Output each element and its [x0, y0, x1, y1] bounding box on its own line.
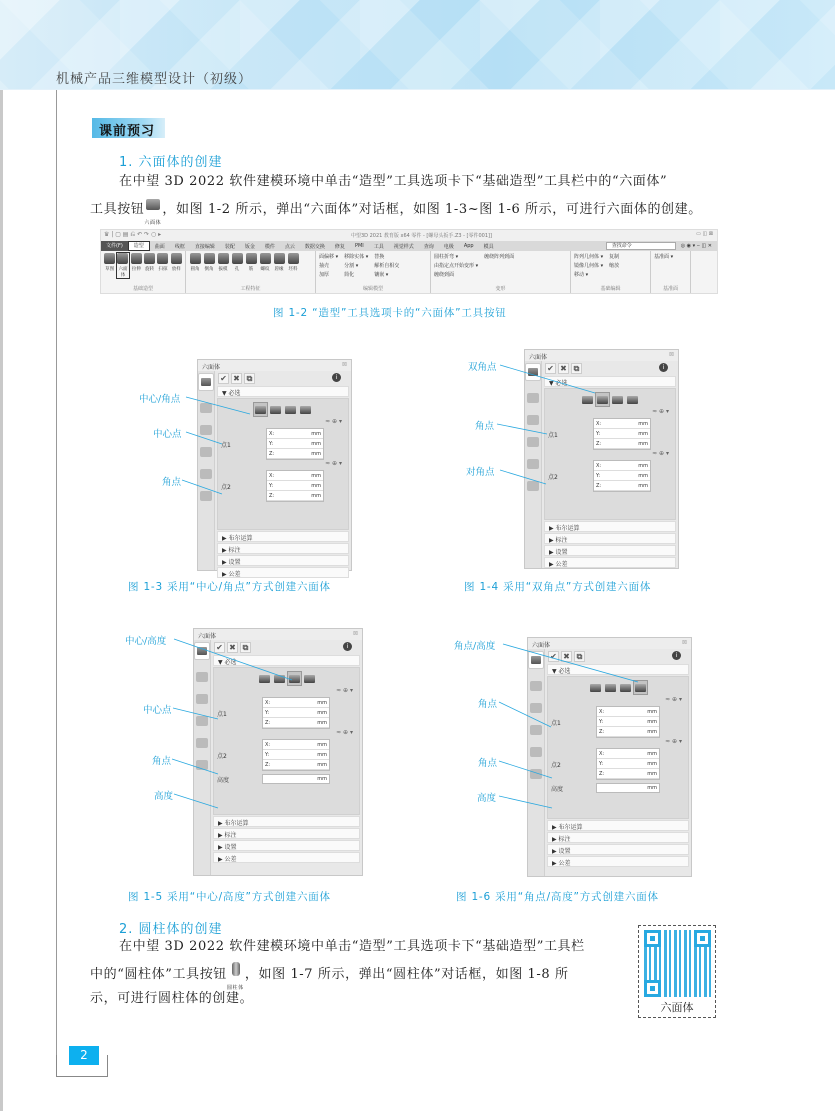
qr-finder: [644, 930, 661, 947]
y-field[interactable]: Y: mm: [269, 483, 321, 489]
extrude-button[interactable]: 拉伸: [131, 253, 142, 278]
section-tag: 课前预习: [92, 118, 165, 138]
center-height-option[interactable]: [619, 681, 632, 694]
tab-sheet-metal[interactable]: 钣金: [244, 243, 255, 250]
corner-height-option[interactable]: [303, 672, 316, 685]
callout-label: 角点: [475, 421, 495, 432]
tab-inquire[interactable]: 查询: [423, 243, 434, 250]
deform-from-point-button[interactable]: 由指定点开始变形 ▾: [434, 263, 479, 269]
two-corners-option[interactable]: [604, 681, 617, 694]
dialog-title-bar: 六面体 ⊠: [525, 350, 678, 361]
annotation-section[interactable]: ▶ 标注: [544, 533, 676, 544]
hexahedron-dialog: [524, 349, 679, 569]
y-field[interactable]: Y: mm: [596, 431, 648, 437]
view-icon[interactable]: [196, 716, 208, 726]
cancel-button[interactable]: ✖: [227, 642, 238, 653]
hole-button[interactable]: 孔: [231, 253, 243, 272]
point2-label: 点2: [548, 473, 558, 481]
thread-button[interactable]: 螺纹: [259, 253, 271, 272]
history-icon[interactable]: [200, 403, 212, 413]
z-field[interactable]: Z: mm: [599, 771, 657, 777]
required-panel: [544, 388, 676, 520]
dialog-sidebar: [525, 361, 542, 568]
cancel-button[interactable]: ✖: [558, 363, 569, 374]
margin-rule: [56, 90, 57, 1070]
figure-caption: 图 1-4 采用“双角点”方式创建六面体: [464, 581, 652, 593]
info-icon[interactable]: i: [343, 642, 352, 651]
point1-label: 点1: [548, 431, 558, 439]
y-field[interactable]: Y: mm: [596, 473, 648, 479]
callout-label: 角点: [478, 699, 498, 710]
page-edge-shadow: [0, 0, 3, 1111]
z-field[interactable]: Z: mm: [269, 451, 321, 457]
hexahedron-dialog: [197, 359, 352, 578]
hexahedron-dialog: [527, 637, 692, 877]
cylinder-tool-icon: 圆柱体: [227, 964, 245, 982]
boolean-section[interactable]: ▶ 布尔运算: [217, 531, 349, 542]
text: ，如图 1-7 所示，弹出“圆柱体”对话框，如图 1-8 所: [244, 967, 569, 982]
ok-button[interactable]: ✔: [214, 642, 225, 653]
point-options[interactable]: ≈ ⊕ ▾: [325, 460, 342, 467]
y-field[interactable]: Y: mm: [599, 719, 657, 725]
x-field[interactable]: X: mm: [596, 463, 648, 469]
image-icon[interactable]: [196, 738, 208, 748]
tab-surface[interactable]: 曲面: [154, 243, 165, 250]
emboss-button[interactable]: 镶嵌 ▾: [374, 272, 389, 278]
dialog-sidebar: [198, 371, 215, 570]
x-field[interactable]: X: mm: [599, 751, 657, 757]
tab-modeling[interactable]: 造型: [128, 241, 150, 251]
height-field[interactable]: mm: [596, 783, 660, 793]
fillet-button[interactable]: 圆角: [189, 253, 201, 272]
tab-electrode[interactable]: 电极: [443, 243, 454, 250]
x-field[interactable]: X: mm: [599, 709, 657, 715]
dialog-sidebar: [194, 640, 211, 875]
required-section[interactable]: ▼ 必选: [544, 376, 676, 387]
figure-caption: 图 1-3 采用“中心/角点”方式创建六面体: [128, 581, 331, 593]
required-panel: [547, 676, 689, 819]
point2-label: 点2: [551, 761, 561, 769]
close-icon[interactable]: ⊠: [352, 630, 358, 637]
dialog-title-bar: 六面体 ⊠: [528, 638, 691, 649]
command-search-input[interactable]: 查找命令: [606, 242, 676, 250]
lip-button[interactable]: 唇缘: [273, 253, 285, 272]
point-options[interactable]: ≈ ⊕ ▾: [665, 696, 682, 703]
tab-pmi[interactable]: PMI: [354, 243, 364, 249]
annotation-section[interactable]: ▶ 标注: [217, 543, 349, 554]
settings-section[interactable]: ▶ 设置: [544, 545, 676, 556]
info-icon[interactable]: i: [672, 651, 681, 660]
group-basic-edit: [571, 251, 651, 293]
qr-code-card[interactable]: [638, 925, 716, 1018]
two-corners-option[interactable]: [596, 393, 609, 406]
cancel-button[interactable]: ✖: [561, 651, 572, 662]
resolve-self-intersect-button[interactable]: 解析自相交: [374, 263, 400, 269]
draft-button[interactable]: 拔模: [217, 253, 229, 272]
group-label: 基准面: [662, 286, 678, 292]
y-field[interactable]: Y: mm: [265, 710, 327, 716]
ribbon-screenshot: [100, 229, 718, 294]
ribbon-window-controls[interactable]: ◎ ◉ ▾ ‒ ◫ ✕: [680, 243, 712, 249]
center-height-option[interactable]: [288, 672, 301, 685]
hexahedron-tab-icon[interactable]: [528, 651, 544, 669]
view-icon[interactable]: [200, 447, 212, 457]
required-panel: [213, 667, 360, 815]
tab-direct-edit[interactable]: 直接编辑: [194, 243, 215, 250]
group-label: 变形: [495, 286, 506, 292]
remove-solid-button[interactable]: 移除实体 ▾: [344, 254, 369, 260]
tab-repair[interactable]: 修复: [334, 243, 345, 250]
assembly-icon[interactable]: [527, 415, 539, 425]
image-icon[interactable]: [530, 747, 542, 757]
z-field[interactable]: Z: mm: [599, 729, 657, 735]
y-field[interactable]: Y: mm: [269, 441, 321, 447]
callout-label: 中心点: [153, 429, 182, 440]
paragraph-line: [90, 961, 650, 991]
annotation-section[interactable]: ▶ 标注: [213, 828, 360, 839]
tab-file[interactable]: 文件(F): [101, 241, 128, 251]
apply-button[interactable]: ⧉: [574, 651, 585, 662]
height-field[interactable]: mm: [262, 774, 330, 784]
dialog-sidebar: [528, 649, 545, 876]
x-field[interactable]: X: mm: [269, 431, 321, 437]
shell-button[interactable]: 抽壳: [319, 263, 330, 269]
two-corners-option[interactable]: [269, 403, 282, 416]
user-icon[interactable]: [527, 481, 539, 491]
annotation-section[interactable]: ▶ 标注: [547, 832, 689, 843]
dialog-title-bar: 六面体 ⊠: [198, 360, 351, 371]
window-title: 中望3D 2021 教育版 x64 零件 - [螺母头扳手.Z3 - [零件001]]: [351, 233, 492, 239]
text: ，如图 1-2 所示，弹出“六面体”对话框，如图 1-3~图 1-6 所示，可进行六面体的创建。: [162, 202, 702, 217]
figure-caption: 图 1-2 “造型”工具选项卡的“六面体”工具按钮: [273, 307, 507, 319]
loft-button[interactable]: 放样: [171, 253, 182, 278]
x-field[interactable]: X: mm: [596, 421, 648, 427]
point2-label: 点2: [221, 483, 231, 491]
group-label: 工程特征: [240, 286, 261, 292]
info-icon[interactable]: i: [332, 373, 341, 382]
point-options[interactable]: ≈ ⊕ ▾: [652, 408, 669, 415]
close-icon[interactable]: ⊠: [668, 351, 674, 358]
dialog-title-bar: 六面体 ⊠: [194, 629, 362, 640]
corner-height-option[interactable]: [634, 681, 647, 694]
point-options[interactable]: ≈ ⊕ ▾: [336, 687, 353, 694]
header-band: [0, 0, 835, 90]
point1-label: 点1: [221, 441, 231, 449]
point1-label: 点1: [551, 719, 561, 727]
group-label: 基础编辑: [600, 286, 621, 292]
user-icon[interactable]: [196, 760, 208, 770]
point2-fields: [593, 460, 651, 492]
group-datum-plane: [651, 251, 691, 293]
center-height-option[interactable]: [284, 403, 297, 416]
center-corner-option[interactable]: [581, 393, 594, 406]
figure-caption: 图 1-5 采用“中心/高度”方式创建六面体: [128, 891, 331, 903]
heading-cylinder: 2. 圆柱体的创建: [119, 922, 223, 937]
center-height-option[interactable]: [611, 393, 624, 406]
apply-button[interactable]: ⧉: [244, 373, 255, 384]
point2-fields: [266, 470, 324, 502]
center-corner-option[interactable]: [254, 403, 267, 416]
point2-fields: [262, 739, 330, 771]
settings-section[interactable]: ▶ 设置: [217, 555, 349, 566]
tolerance-section[interactable]: ▶ 公差: [217, 567, 349, 578]
text: 工具按钮: [90, 202, 145, 217]
tab-data-exchange[interactable]: 数据交换: [304, 243, 325, 250]
point-options[interactable]: ≈ ⊕ ▾: [336, 729, 353, 736]
scale-button[interactable]: 缩放: [609, 263, 620, 269]
hexahedron-tab-icon[interactable]: [525, 363, 541, 381]
point1-fields: [593, 418, 651, 450]
mirror-geometry-button[interactable]: 镜像几何体 ▾: [574, 263, 604, 269]
paragraph-line: 示，可进行圆柱体的创建。: [90, 991, 254, 1006]
stock-button[interactable]: 坯料: [287, 253, 299, 272]
paragraph-line: [90, 196, 770, 226]
z-field[interactable]: Z: mm: [269, 493, 321, 499]
required-section[interactable]: ▼ 必选: [217, 386, 349, 397]
z-field[interactable]: Z: mm: [596, 441, 648, 447]
hexahedron-dialog: [193, 628, 363, 876]
center-corner-option[interactable]: [258, 672, 271, 685]
point1-fields: [266, 428, 324, 460]
user-icon[interactable]: [200, 491, 212, 501]
pattern-geometry-button[interactable]: 阵列几何体 ▾: [574, 254, 604, 260]
two-corners-option[interactable]: [273, 672, 286, 685]
move-button[interactable]: 移动 ▾: [574, 272, 589, 278]
group-deform: [431, 251, 571, 293]
qr-finder: [694, 930, 711, 947]
replace-button[interactable]: 替换: [374, 254, 385, 260]
qr-label: 六面体: [660, 1001, 694, 1014]
ok-button[interactable]: ✔: [545, 363, 556, 374]
history-icon[interactable]: [530, 681, 542, 691]
tolerance-section[interactable]: ▶ 公差: [547, 856, 689, 867]
close-icon[interactable]: ⊠: [341, 361, 347, 368]
hexahedron-tab-icon[interactable]: [198, 373, 214, 391]
point2-label: 点2: [217, 752, 227, 760]
x-field[interactable]: X: mm: [265, 742, 327, 748]
tab-assembly[interactable]: 装配: [224, 243, 235, 250]
y-field[interactable]: Y: mm: [599, 761, 657, 767]
rib-button[interactable]: 筋: [245, 253, 257, 272]
group-label: 编辑模型: [362, 286, 383, 292]
corner-height-option[interactable]: [626, 393, 639, 406]
boolean-section[interactable]: ▶ 布尔运算: [544, 521, 676, 532]
book-title: 机械产品三维模型设计（初级）: [56, 72, 253, 87]
point2-fields: [596, 748, 660, 780]
history-icon[interactable]: [527, 393, 539, 403]
callout-label: 高度: [154, 791, 174, 802]
tab-app[interactable]: App: [463, 243, 474, 249]
center-corner-option[interactable]: [589, 681, 602, 694]
callout-label: 角点: [162, 477, 182, 488]
history-icon[interactable]: [196, 672, 208, 682]
paragraph-line: 在中望 3D 2022 软件建模环境中单击“造型”工具选项卡下“基础造型”工具栏中的“六面体”: [119, 174, 668, 189]
assembly-icon[interactable]: [530, 703, 542, 713]
required-section[interactable]: ▼ 必选: [213, 655, 360, 666]
z-field[interactable]: Z: mm: [596, 483, 648, 489]
hexahedron-button[interactable]: 六面体: [117, 253, 128, 278]
group-edit-model: [316, 251, 431, 293]
group-basic-shapes: [101, 251, 186, 293]
tab-tools[interactable]: 工具: [373, 243, 384, 250]
height-label: 高度: [217, 776, 230, 784]
callout-label: 角点: [152, 756, 172, 767]
boolean-section[interactable]: ▶ 布尔运算: [547, 820, 689, 831]
apply-button[interactable]: ⧉: [240, 642, 251, 653]
user-icon[interactable]: [530, 769, 542, 779]
corner-height-option[interactable]: [299, 403, 312, 416]
window-controls[interactable]: ▭ ◫ ⊠: [696, 231, 713, 237]
view-icon[interactable]: [530, 725, 542, 735]
z-field[interactable]: Z: mm: [265, 762, 327, 768]
text: 中的“圆柱体”工具按钮: [90, 967, 227, 982]
point1-fields: [262, 697, 330, 729]
quick-access-bar: [101, 230, 717, 241]
point1-label: 点1: [217, 710, 227, 718]
ribbon-body: [101, 251, 717, 293]
hexahedron-tab-icon[interactable]: [194, 642, 210, 660]
wrap-pattern-to-face-button[interactable]: 缠绕阵列到面: [484, 254, 515, 260]
heading-hexahedron: 1. 六面体的创建: [119, 155, 223, 170]
ribbon-tabs: [101, 241, 717, 251]
tolerance-section[interactable]: ▶ 公差: [213, 852, 360, 863]
tab-visual-style[interactable]: 视觉样式: [393, 243, 414, 250]
image-icon[interactable]: [200, 469, 212, 479]
point-options[interactable]: ≈ ⊕ ▾: [325, 418, 342, 425]
tab-mold[interactable]: 模具: [483, 243, 494, 250]
hexahedron-tool-icon: 六面体: [144, 199, 162, 217]
qr-finder: [644, 980, 661, 997]
assembly-icon[interactable]: [200, 425, 212, 435]
ok-button[interactable]: ✔: [548, 651, 559, 662]
z-field[interactable]: Z: mm: [265, 720, 327, 726]
boolean-section[interactable]: ▶ 布尔运算: [213, 816, 360, 827]
split-button[interactable]: 分割 ▾: [344, 263, 359, 269]
page-number: 2: [69, 1046, 99, 1065]
apply-button[interactable]: ⧉: [571, 363, 582, 374]
callout-label: 高度: [477, 793, 497, 804]
sketch-button[interactable]: 草图: [104, 253, 115, 278]
group-engineering-features: [186, 251, 316, 293]
close-icon[interactable]: ⊠: [681, 639, 687, 646]
wrap-to-face-button[interactable]: 缠绕到面: [434, 272, 455, 278]
callout-label: 双角点: [468, 362, 497, 373]
sweep-button[interactable]: 扫掠: [157, 253, 168, 278]
thicken-button[interactable]: 加厚: [319, 272, 330, 278]
ok-button[interactable]: ✔: [218, 373, 229, 384]
app-logo-icon: ♛ | ▢ ▤ ⎌ ↶ ↷ ○ ▸: [104, 231, 162, 238]
height-label: 高度: [551, 785, 564, 793]
assembly-icon[interactable]: [196, 694, 208, 704]
x-field[interactable]: X: mm: [265, 700, 327, 706]
tab-wireframe[interactable]: 线框: [174, 243, 185, 250]
datum-plane-button[interactable]: 基准面 ▾: [654, 254, 674, 260]
copy-button[interactable]: 复制: [609, 254, 620, 260]
point-options[interactable]: ≈ ⊕ ▾: [652, 450, 669, 457]
point-options[interactable]: ≈ ⊕ ▾: [665, 738, 682, 745]
tab-mold-part[interactable]: 模件: [264, 243, 275, 250]
callout-label: 对角点: [466, 467, 495, 478]
image-icon[interactable]: [527, 459, 539, 469]
required-panel: [217, 398, 349, 530]
simplify-button[interactable]: 简化: [344, 272, 355, 278]
callout-label: 中心/角点: [139, 394, 181, 405]
group-label: 基础造型: [132, 286, 153, 292]
chamfer-button[interactable]: 倒角: [203, 253, 215, 272]
tolerance-section[interactable]: ▶ 公差: [544, 557, 676, 568]
settings-section[interactable]: ▶ 设置: [213, 840, 360, 851]
y-field[interactable]: Y: mm: [265, 752, 327, 758]
revolve-button[interactable]: 旋转: [144, 253, 155, 278]
info-icon[interactable]: i: [659, 363, 668, 372]
paragraph-line: 在中望 3D 2022 软件建模环境中单击“造型”工具选项卡下“基础造型”工具栏: [119, 939, 585, 954]
callout-label: 中心/高度: [125, 636, 167, 647]
callout-label: 角点/高度: [454, 641, 496, 652]
callout-label: 角点: [478, 758, 498, 769]
cancel-button[interactable]: ✖: [231, 373, 242, 384]
point1-fields: [596, 706, 660, 738]
x-field[interactable]: X: mm: [269, 473, 321, 479]
face-offset-button[interactable]: 面偏移 ▾: [319, 254, 339, 260]
view-icon[interactable]: [527, 437, 539, 447]
settings-section[interactable]: ▶ 设置: [547, 844, 689, 855]
callout-label: 中心点: [143, 705, 172, 716]
figure-caption: 图 1-6 采用“角点/高度”方式创建六面体: [456, 891, 659, 903]
tab-point-cloud[interactable]: 点云: [284, 243, 295, 250]
required-section[interactable]: ▼ 必选: [547, 664, 689, 675]
cylinder-bend-button[interactable]: 圆柱折弯 ▾: [434, 254, 459, 260]
